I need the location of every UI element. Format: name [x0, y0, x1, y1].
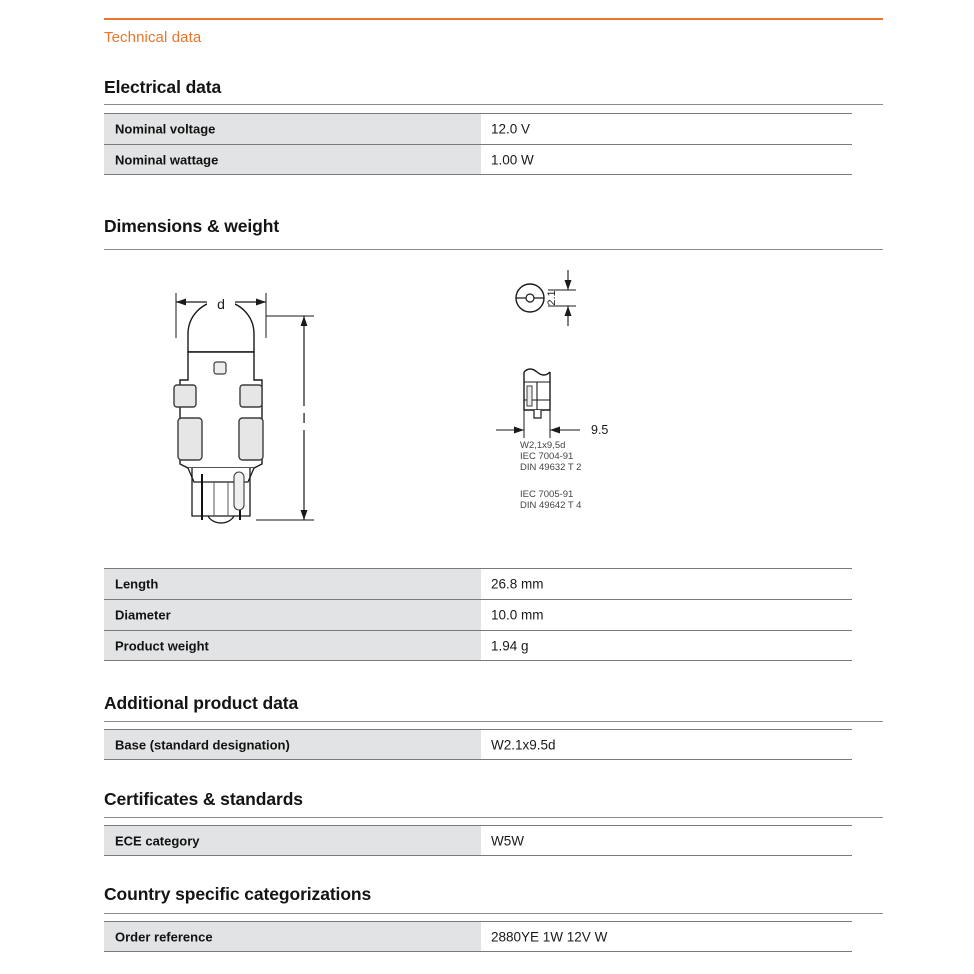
row-label-cell — [104, 631, 481, 660]
base-height-arrow-bottom — [565, 306, 572, 316]
row-value-cell — [481, 569, 852, 599]
row-label-cell — [104, 922, 481, 951]
section-rule-dimensions-weight — [104, 249, 883, 250]
table-additional-product-data — [104, 729, 852, 760]
standard-din-line: DIN 49632 T 2 — [520, 462, 582, 473]
row-label: Order reference — [115, 929, 213, 944]
diameter-label: d — [217, 296, 225, 312]
base-end-view-center — [526, 294, 534, 302]
section-title-electrical-data: Electrical data — [104, 77, 222, 97]
section-title-additional-product-data: Additional product data — [104, 693, 299, 713]
row-value: 26.8 mm — [491, 576, 544, 592]
table-row — [104, 630, 852, 661]
section-rule-electrical-data — [104, 104, 883, 105]
row-value-cell — [481, 826, 852, 855]
base-width-arrow-right — [550, 427, 560, 434]
base-width-label: 9.5 — [591, 423, 609, 437]
standard-iec-line: IEC 7004-91 — [520, 451, 574, 462]
section-title-dimensions-weight: Dimensions & weight — [104, 216, 280, 236]
table-row — [104, 144, 852, 175]
table-row — [104, 113, 852, 144]
base-height-arrow-top — [565, 280, 572, 290]
standard-designation-line: W2,1x9,5d — [520, 440, 566, 451]
table-row — [104, 599, 852, 630]
row-label: Product weight — [115, 638, 209, 653]
row-value: W5W — [491, 833, 524, 848]
table-row — [104, 568, 852, 599]
row-value-cell — [481, 631, 852, 660]
base-side-view-tip — [534, 410, 541, 418]
section-rule-certificates-standards — [104, 817, 883, 818]
row-label: Diameter — [115, 607, 171, 623]
table-dimensions-weight — [104, 568, 852, 661]
row-value-cell — [481, 600, 852, 630]
row-value-cell — [481, 114, 852, 144]
row-value: 1.94 g — [491, 638, 529, 653]
row-value: 1.00 W — [491, 152, 534, 167]
table-electrical-data — [104, 113, 852, 175]
row-value-cell — [481, 922, 852, 951]
length-arrow-bottom — [301, 510, 308, 520]
row-value: 2880YE 1W 12V W — [491, 929, 608, 944]
row-label: Base (standard designation) — [115, 737, 290, 752]
row-label-cell — [104, 826, 481, 855]
diameter-arrow-right — [256, 299, 266, 306]
base-side-view-contact — [527, 386, 532, 406]
diameter-arrow-left — [176, 299, 186, 306]
section-title-country-specific-categorizations: Country specific categorizations — [104, 884, 372, 904]
technical-data-header: Technical data — [104, 29, 202, 46]
row-label: ECE category — [115, 833, 200, 848]
base-width-arrow-left — [514, 427, 524, 434]
wedge-base-tip — [208, 516, 234, 523]
row-label-cell — [104, 569, 481, 599]
row-value-cell — [481, 145, 852, 174]
product-technical-drawing — [104, 268, 852, 548]
row-label: Length — [115, 576, 159, 592]
base-contact-sleeve — [234, 472, 244, 510]
row-value: 10.0 mm — [491, 607, 544, 623]
length-arrow-top — [301, 316, 308, 326]
standard-din-line-2: DIN 49642 T 4 — [520, 500, 582, 511]
led-chip — [178, 418, 202, 460]
row-label-cell — [104, 145, 481, 174]
table-row — [104, 729, 852, 760]
bulb-dimension-drawing — [104, 268, 852, 548]
row-value-cell — [481, 730, 852, 759]
led-chip — [239, 418, 263, 460]
section-rule-additional-product-data — [104, 721, 883, 722]
led-chip — [174, 385, 196, 407]
table-row — [104, 921, 852, 952]
row-value: W2.1x9.5d — [491, 737, 556, 752]
row-label: Nominal voltage — [115, 121, 216, 137]
row-value: 12.0 V — [491, 121, 531, 137]
table-row — [104, 825, 852, 856]
row-label-cell — [104, 600, 481, 630]
length-label: l — [302, 410, 306, 426]
standard-iec-line-2: IEC 7005-91 — [520, 489, 574, 500]
row-label: Nominal wattage — [115, 152, 219, 167]
row-label-cell — [104, 730, 481, 759]
section-rule-country-specific-categorizations — [104, 913, 883, 914]
table-country-specific-categorizations — [104, 921, 852, 952]
section-title-certificates-standards: Certificates & standards — [104, 789, 303, 809]
led-chip — [240, 385, 262, 407]
row-label-cell — [104, 114, 481, 144]
header-accent-rule — [104, 18, 883, 20]
led-chip-small — [214, 362, 226, 374]
base-height-label: 2.1 — [546, 290, 558, 306]
table-certificates-standards — [104, 825, 852, 856]
